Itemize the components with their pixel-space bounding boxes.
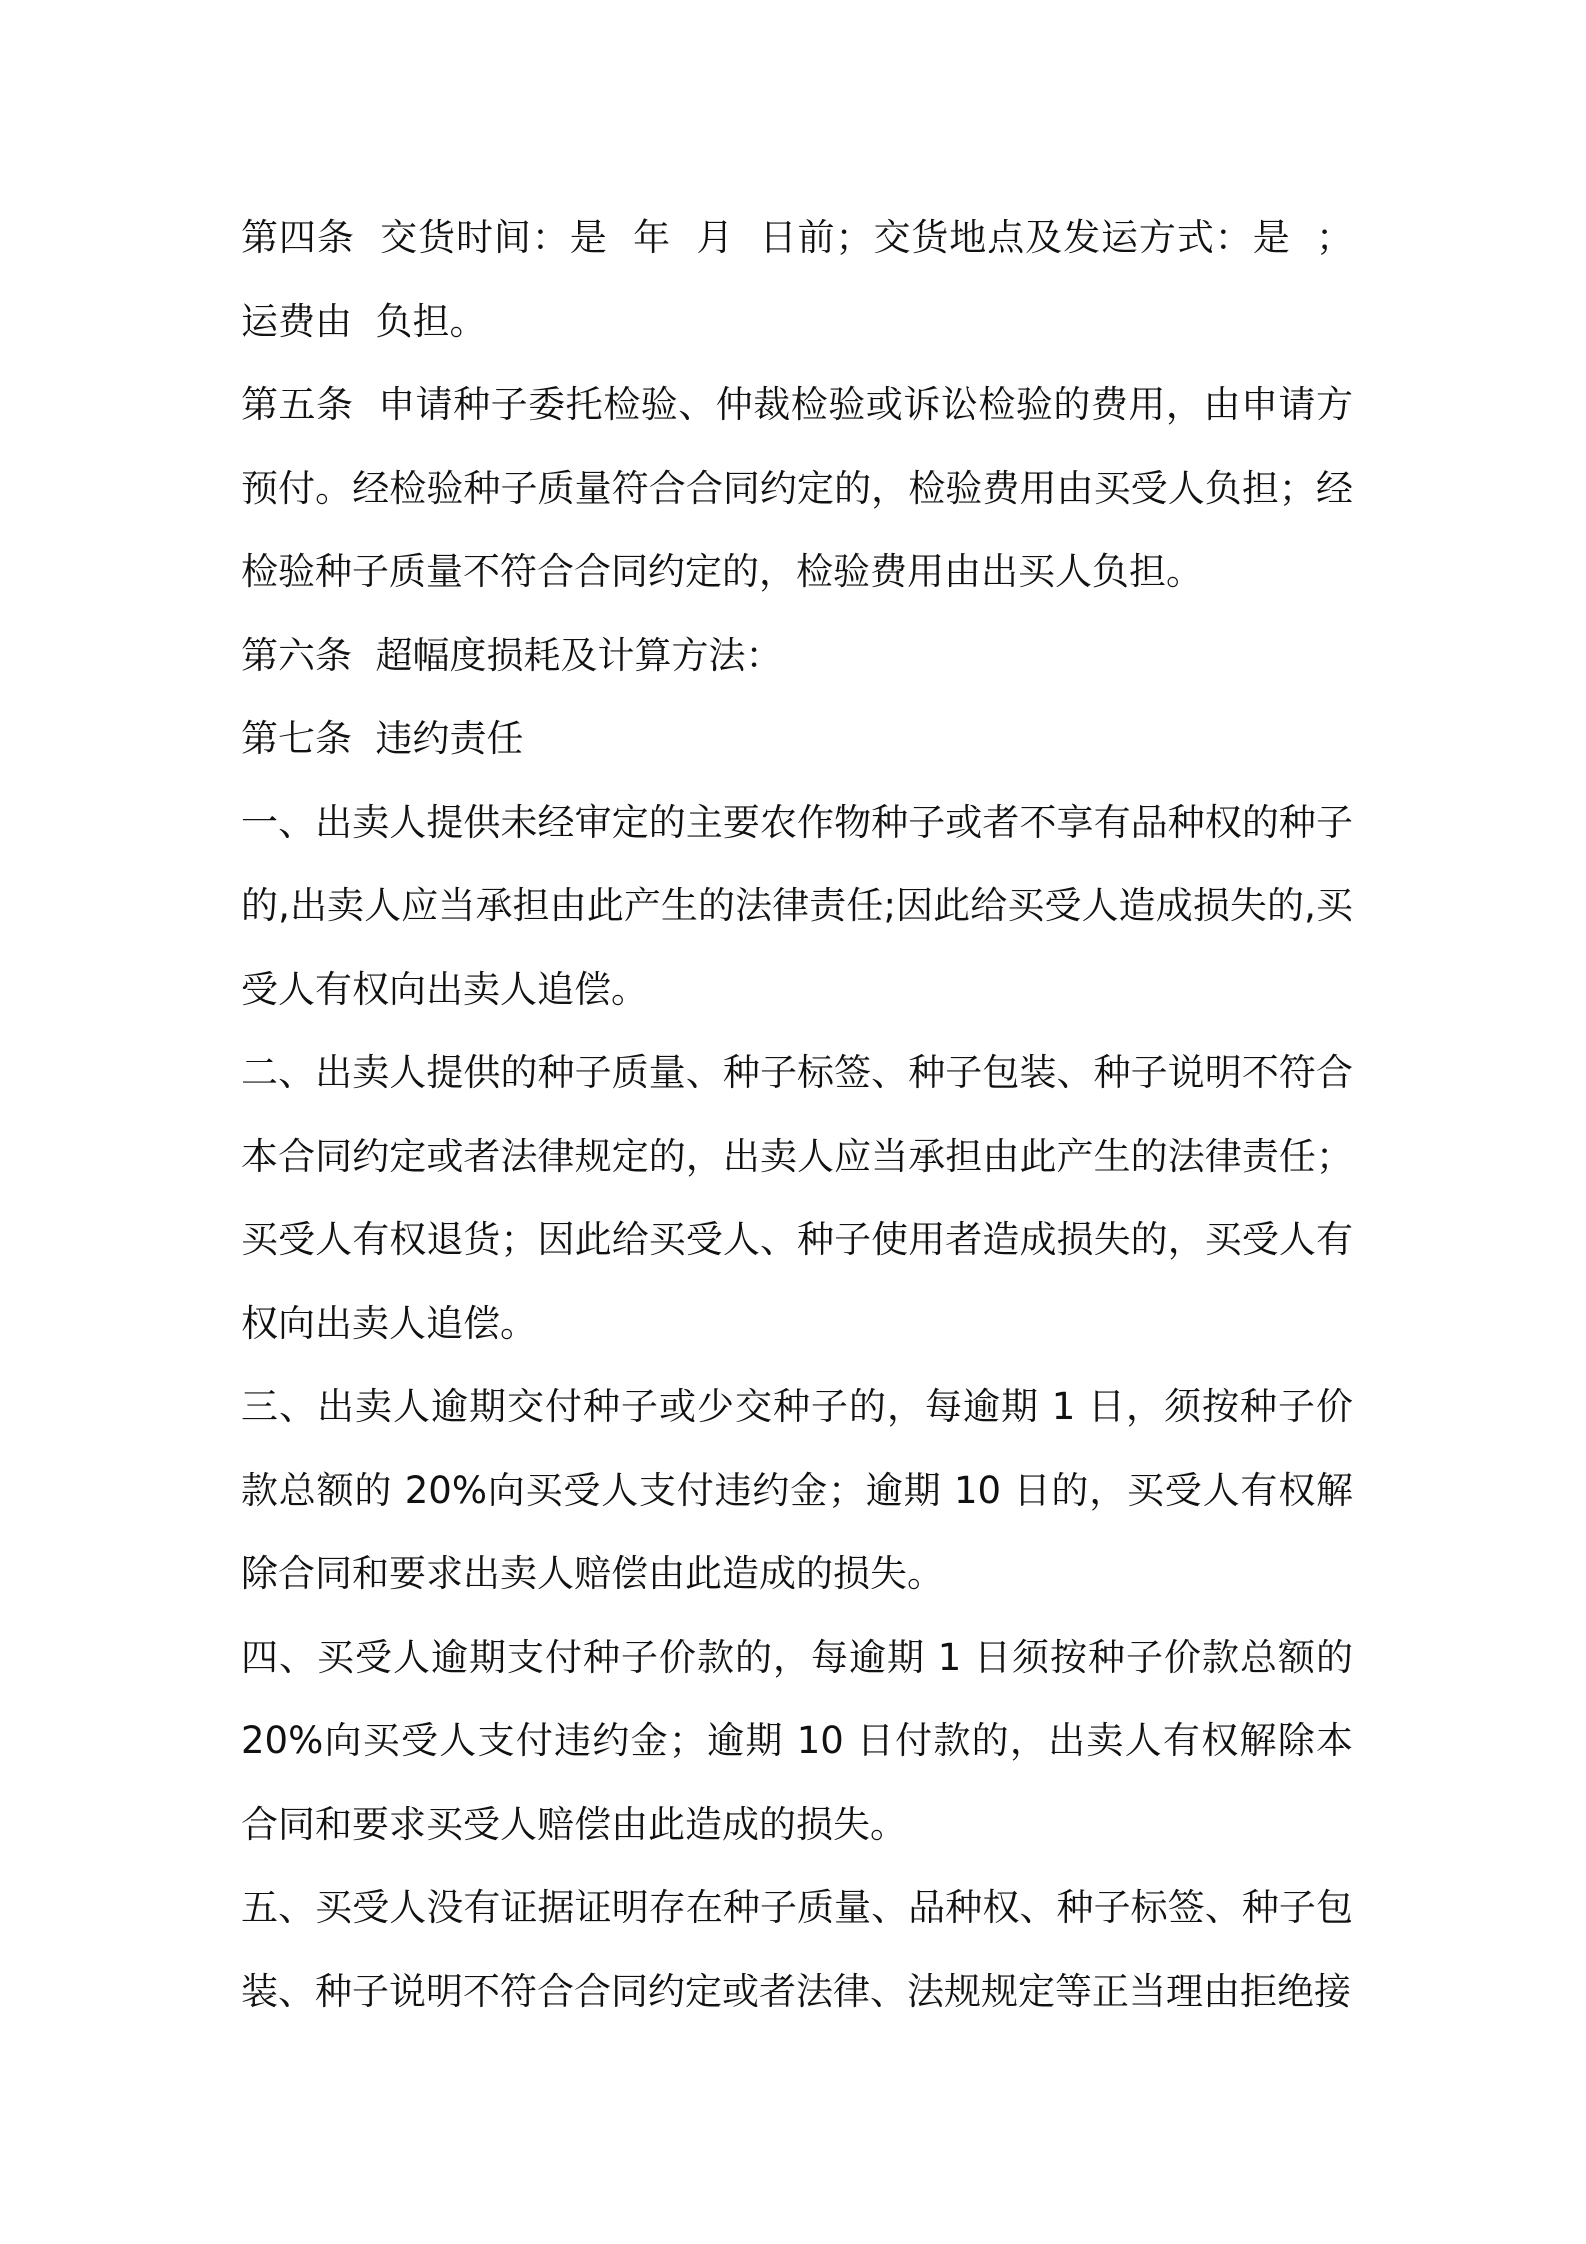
paragraph-clause-4: 四、买受人逾期支付种子价款的，每逾期 1 日须按种子价款总额的 20%向买受人支付违约金；逾期 10 日付款的，出卖人有权解除本合同和要求买受人赔偿由此造成的损失。 — [241, 1635, 1365, 1846]
paragraph-article-6: 第六条 超幅度损耗及计算方法： — [241, 633, 783, 677]
paragraph-article-7-heading: 第七条 违约责任 — [241, 717, 524, 760]
document-body — [241, 196, 1365, 2033]
paragraph-article-4: 第四条 交货时间：是 年 月 日前；交货地点及发运方式：是 ；运费由 负担。 — [241, 216, 1353, 343]
paragraph-clause-5: 五、买受人没有证据证明存在种子质量、品种权、种子标签、种子包装、种子说明不符合合同约定或者法律、法规规定等正当理由拒绝接 — [241, 1886, 1353, 2013]
paragraph-clause-2: 二、出卖人提供的种子质量、种子标签、种子包装、种子说明不符合本合同约定或者法律规定的，出卖人应当承担由此产生的法律责任；买受人有权退货；因此给买受人、种子使用者造成损失的，买受人有权向出卖人追偿。 — [241, 1051, 1353, 1345]
paragraph-article-5: 第五条 申请种子委托检验、仲裁检验或诉讼检验的费用，由申请方预付。经检验种子质量符合合同约定的，检验费用由买受人负担；经检验种子质量不符合合同约定的，检验费用由出买人负担。 — [241, 383, 1353, 593]
paragraph-clause-1: 一、出卖人提供未经审定的主要农作物种子或者不享有品种权的种子的,出卖人应当承担由此产生的法律责任;因此给买受人造成损失的,买受人有权向出卖人追偿。 — [241, 800, 1353, 1011]
paragraph-clause-3: 三、出卖人逾期交付种子或少交种子的，每逾期 1 日，须按种子价款总额的 20%向买受人支付违约金；逾期 10 日的，买受人有权解除合同和要求出卖人赔偿由此造成的损失。 — [241, 1385, 1353, 1595]
